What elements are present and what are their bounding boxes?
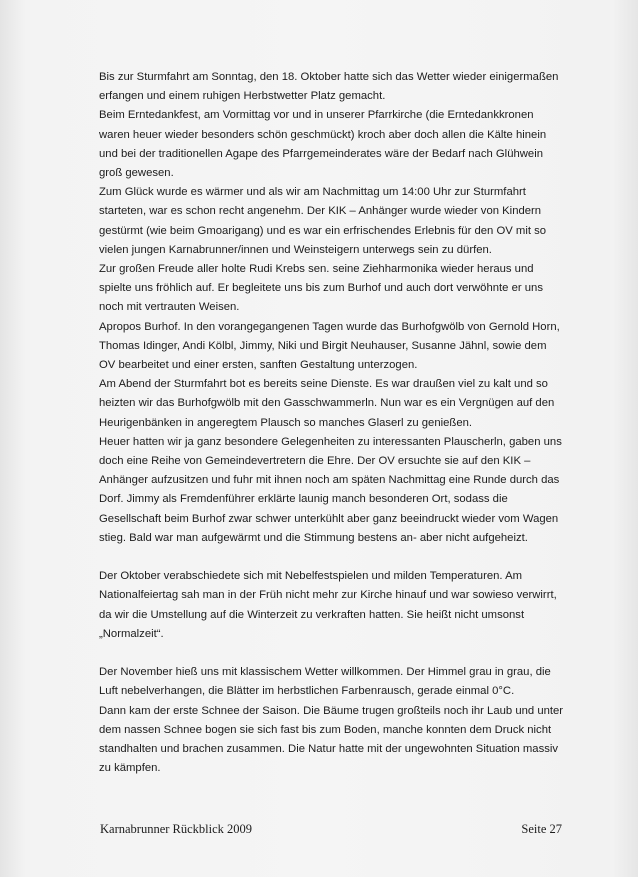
text-line: starteten, war es schon recht angenehm. Der KIK – Anhänger wurde wieder von Kindern: [99, 205, 542, 218]
text-line: Zur großen Freude aller holte Rudi Krebs sen. seine Ziehharmonika wieder heraus und: [99, 263, 534, 276]
text-line: und bei der traditionellen Agape des Pfarrgemeinderates wäre der Bedarf nach Glühwein: [99, 147, 543, 160]
paragraph: [99, 567, 579, 644]
text-line: heizten wir das Burhofgwölb mit den Gasschwammerln. Nun war es ein Vergnügen auf den: [99, 397, 555, 410]
text-line: spielte uns fröhlich auf. Er begleitete uns bis zum Burhof und auch dort verwöhnte er uns: [99, 282, 543, 295]
text-line: groß gewesen.: [99, 167, 174, 180]
text-line: stieg. Bald war man aufgewärmt und die Stimmung bestens an- aber nicht aufgeheizt.: [99, 531, 528, 544]
text-line: Apropos Burhof. In den vorangegangenen Tagen wurde das Burhofgwölb von Gernold Horn,: [99, 320, 560, 333]
body-text: [99, 68, 579, 778]
paragraph: [99, 68, 579, 106]
paragraph: [99, 702, 579, 779]
text-line: „Normalzeit“.: [99, 627, 164, 640]
footer-title: Karnabrunner Rückblick 2009: [100, 822, 253, 836]
text-line: Heuer hatten wir ja ganz besondere Gelegenheiten zu interessanten Plauscherln, gaben uns: [99, 435, 562, 448]
text-line: Anhänger aufzusitzen und fuhr mit ihnen noch am späten Nachmittag eine Runde durch das: [99, 474, 560, 487]
text-line: da wir die Umstellung auf die Winterzeit zu verkraften hatten. Sie heißt nicht umsonst: [99, 608, 525, 621]
text-line: vielen jungen Karnabrunner/innen und Weinsteigern unterwegs sein zu dürfen.: [99, 243, 492, 256]
text-line: dem nassen Schnee bogen sie sich fast bis zum Boden, manche konnten dem Druck nicht: [99, 723, 552, 736]
text-line: Zum Glück wurde es wärmer und als wir am Nachmittag um 14:00 Uhr zur Sturmfahrt: [99, 186, 526, 199]
text-line: Thomas Idinger, Andi Kölbl, Jimmy, Niki und Birgit Neuhauser, Susanne Jähnl, sowie dem: [99, 339, 547, 352]
paragraph: [99, 433, 579, 548]
paragraph: [99, 260, 579, 318]
text-line: Am Abend der Sturmfahrt bot es bereits seine Dienste. Es war draußen viel zu kalt und so: [99, 378, 548, 391]
paragraph: [99, 663, 579, 701]
text-line: Dorf. Jimmy als Fremdenführer erklärte launig manch besonderen Ort, sodass die: [99, 493, 508, 506]
text-line: Beim Erntedankfest, am Vormittag vor und in unserer Pfarrkirche (die Erntedankkronen: [99, 109, 534, 122]
text-line: zu kämpfen.: [99, 762, 161, 775]
text-line: Der November hieß uns mit klassischem Wetter willkommen. Der Himmel grau in grau, die: [99, 666, 551, 679]
text-line: Gesellschaft beim Burhof zwar schwer unterkühlt aber ganz beeindruckt wieder vom Wagen: [99, 512, 559, 525]
text-line: Nationalfeiertag sah man in der Früh nicht mehr zur Kirche hinauf und war sowieso verwirrt,: [99, 589, 557, 602]
page-number: Seite 27: [521, 822, 562, 836]
text-line: gestürmt (wie beim Gmoarigang) und es war ein erfrischendes Erlebnis für den OV mit so: [99, 224, 547, 237]
text-line: doch eine Reihe von Gemeindevertretern die Ehre. Der OV ersuchte sie auf den KIK –: [99, 455, 531, 468]
text-line: Der Oktober verabschiedete sich mit Nebelfestspielen und milden Temperaturen. Am: [99, 570, 523, 583]
paragraph: [99, 318, 579, 376]
text-line: Luft nebelverhangen, die Blätter im herbstlichen Farbenrausch, gerade einmal 0°C.: [99, 685, 515, 698]
text-line: Dann kam der erste Schnee der Saison. Die Bäume trugen großteils noch ihr Laub und unter: [99, 704, 564, 717]
text-line: OV bearbeitet und einer ersten, sanften Gestaltung unterzogen.: [99, 359, 418, 372]
text-line: Bis zur Sturmfahrt am Sonntag, den 18. Oktober hatte sich das Wetter wieder einigermaßen: [99, 71, 559, 83]
text-line: Heurigenbänken in angeregtem Plausch so manches Glaserl zu genießen.: [99, 416, 473, 429]
text-line: noch mit vertrauten Weisen.: [99, 301, 240, 314]
text-line: erfangen und einem ruhigen Herbstwetter Platz gemacht.: [99, 90, 386, 103]
paragraph: [99, 375, 579, 433]
paragraph: [99, 183, 579, 260]
text-line: waren heuer wieder besonders schön geschmückt) kroch aber doch allen die Kälte hinein: [99, 128, 547, 141]
text-line: standhalten und brachen zusammen. Die Natur hatte mit der ungewohnten Situation massiv: [99, 743, 559, 756]
paragraph: [99, 106, 579, 183]
